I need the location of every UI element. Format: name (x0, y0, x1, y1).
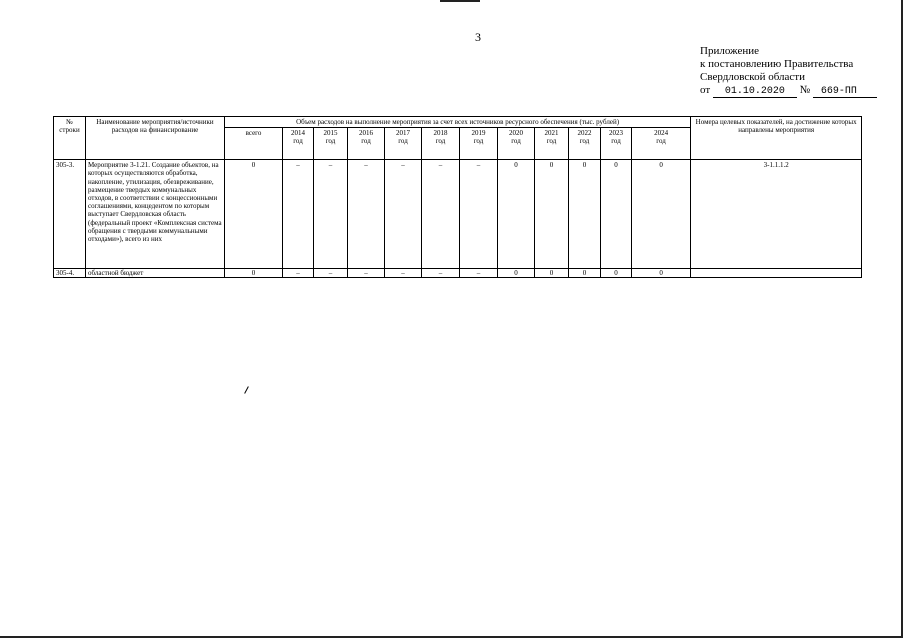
header-row-1 (54, 117, 862, 128)
expenses-table (53, 116, 862, 278)
resolution-date: 01.10.2020 (713, 86, 797, 98)
cell-value: 0 (569, 269, 601, 278)
appendix-region: Свердловской области (700, 71, 805, 83)
cell-value: – (314, 160, 348, 269)
appendix-date-line (700, 84, 877, 98)
cell-value: 0 (632, 269, 691, 278)
cell-total: 0 (225, 160, 283, 269)
header-year: 2017 год (385, 128, 422, 160)
cell-targets: 3-1.1.1.2 (691, 160, 862, 269)
cell-name: Мероприятие 3-1.21. Создание объектов, на которых осуществляются обработка, накопление, утилизация, обезвреживание, размещение твердых коммунальных отходов, в соответствии с концессионными соглашениями, концедентом по которым выступает Свердловская область (федеральный проект «Комплексная система обращения с твердыми коммунальными отходами»), всего из них (86, 160, 225, 269)
table-row (54, 269, 862, 278)
cell-value: – (283, 269, 314, 278)
cell-name: областной бюджет (86, 269, 225, 278)
appendix-block (700, 45, 877, 98)
cell-row-number: 305-3. (54, 160, 86, 269)
header-volume: Объем расходов на выполнение мероприятия за счет всех источников ресурсного обеспечения (тыс. рублей) (225, 117, 691, 128)
cell-value: – (314, 269, 348, 278)
header-year: 2018 год (422, 128, 460, 160)
resolution-number: 669-ПП (813, 86, 877, 98)
cell-value: 0 (601, 269, 632, 278)
cell-value: – (422, 160, 460, 269)
cell-value: 0 (569, 160, 601, 269)
header-year: 2014 год (283, 128, 314, 160)
cell-value: – (385, 160, 422, 269)
number-label: № (799, 84, 811, 96)
cell-value: 0 (498, 160, 535, 269)
appendix-resolution: к постановлению Правительства (700, 58, 854, 70)
header-year: 2021 год (535, 128, 569, 160)
from-label: от (700, 84, 711, 96)
header-year: 2019 год (460, 128, 498, 160)
header-year: 2016 год (348, 128, 385, 160)
header-year: 2022 год (569, 128, 601, 160)
cell-value: – (460, 160, 498, 269)
cell-value: – (283, 160, 314, 269)
cell-value: 0 (535, 160, 569, 269)
cell-row-number: 305-4. (54, 269, 86, 278)
cell-value: 0 (601, 160, 632, 269)
cell-value: – (348, 160, 385, 269)
page-number: 3 (475, 30, 481, 44)
header-targets: Номера целевых показателей, на достижение которых направлены мероприятия (691, 117, 862, 160)
table-row (54, 160, 862, 269)
header-year: 2015 год (314, 128, 348, 160)
cell-value: 0 (632, 160, 691, 269)
cell-value: – (348, 269, 385, 278)
header-row-number: № строки (54, 117, 86, 160)
header-name: Наименование мероприятия/источники расходов на финансирование (86, 117, 225, 160)
header-year: 2023 год (601, 128, 632, 160)
top-edge-mark (440, 0, 480, 2)
header-total: всего (225, 128, 283, 160)
cell-value: – (422, 269, 460, 278)
appendix-title: Приложение (700, 45, 760, 57)
header-year: 2020 год (498, 128, 535, 160)
cell-value: – (385, 269, 422, 278)
cell-value: 0 (535, 269, 569, 278)
cell-targets (691, 269, 862, 278)
cell-value: – (460, 269, 498, 278)
header-year: 2024 год (632, 128, 691, 160)
cell-total: 0 (225, 269, 283, 278)
cell-value: 0 (498, 269, 535, 278)
